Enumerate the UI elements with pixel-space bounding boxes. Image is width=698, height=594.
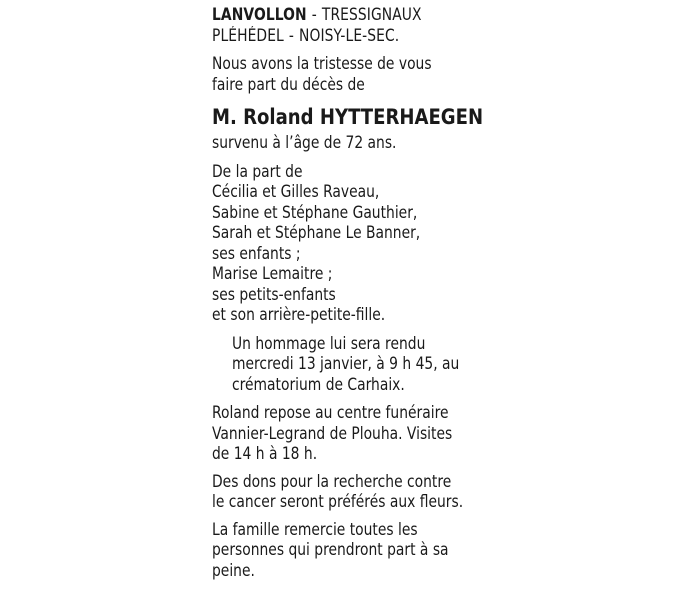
donations-paragraph	[212, 472, 512, 513]
ceremony-paragraph	[212, 334, 512, 396]
family-line: Sabine et Stéphane Gauthier,	[212, 202, 418, 222]
thanks-line: personnes qui prendront part à sa	[212, 540, 449, 559]
intro-line: faire part du décès de	[212, 74, 365, 94]
ceremony-line: mercredi 13 janvier, à 9 h 45, au	[232, 354, 460, 373]
ceremony-line: crématorium de Carhaix.	[232, 374, 405, 394]
family-line: Marise Lemaitre ;	[212, 264, 333, 283]
location-tressignaux: TRESSIGNAUX	[321, 5, 422, 24]
location-separator: -	[288, 26, 294, 45]
family-line: Sarah et Stéphane Le Banner,	[212, 223, 421, 242]
intro-paragraph	[212, 54, 512, 95]
family-line: ses enfants ;	[212, 243, 301, 263]
thanks-line: La famille remercie toutes les	[212, 519, 418, 539]
age-line: survenu à l’âge de 72 ans.	[212, 133, 397, 152]
visits-line: Roland repose au centre funéraire	[212, 403, 449, 422]
location-lanvollon: LANVOLLON	[212, 5, 307, 24]
thanks-paragraph	[212, 520, 512, 582]
location-plehedel: PLÉHÉDEL	[212, 26, 284, 45]
locations-line-2	[212, 25, 464, 46]
visits-paragraph	[212, 403, 512, 465]
location-noisy-le-sec: NOISY-LE-SEC.	[299, 26, 400, 45]
visits-line: Vannier-Legrand de Plouha. Visites	[212, 423, 453, 443]
family-paragraph	[212, 162, 512, 326]
family-line: et son arrière-petite-fille.	[212, 305, 386, 324]
intro-line: Nous avons la tristesse de vous	[212, 54, 432, 73]
thanks-line: peine.	[212, 560, 255, 580]
deceased-name: M. Roland HYTTERHAEGEN	[212, 105, 484, 129]
donations-line: Des dons pour la recherche contre	[212, 471, 452, 491]
family-line: Cécilia et Gilles Raveau,	[212, 182, 380, 201]
ceremony-line: Un hommage lui sera rendu	[232, 333, 426, 353]
location-separator: -	[311, 5, 317, 24]
visits-line: de 14 h à 18 h.	[212, 444, 318, 463]
family-line: ses petits-enfants	[212, 284, 336, 304]
locations-line-1	[212, 4, 464, 25]
donations-line: le cancer seront préférés aux fleurs.	[212, 492, 464, 511]
obituary-notice	[212, 4, 512, 581]
family-line: De la part de	[212, 161, 303, 181]
